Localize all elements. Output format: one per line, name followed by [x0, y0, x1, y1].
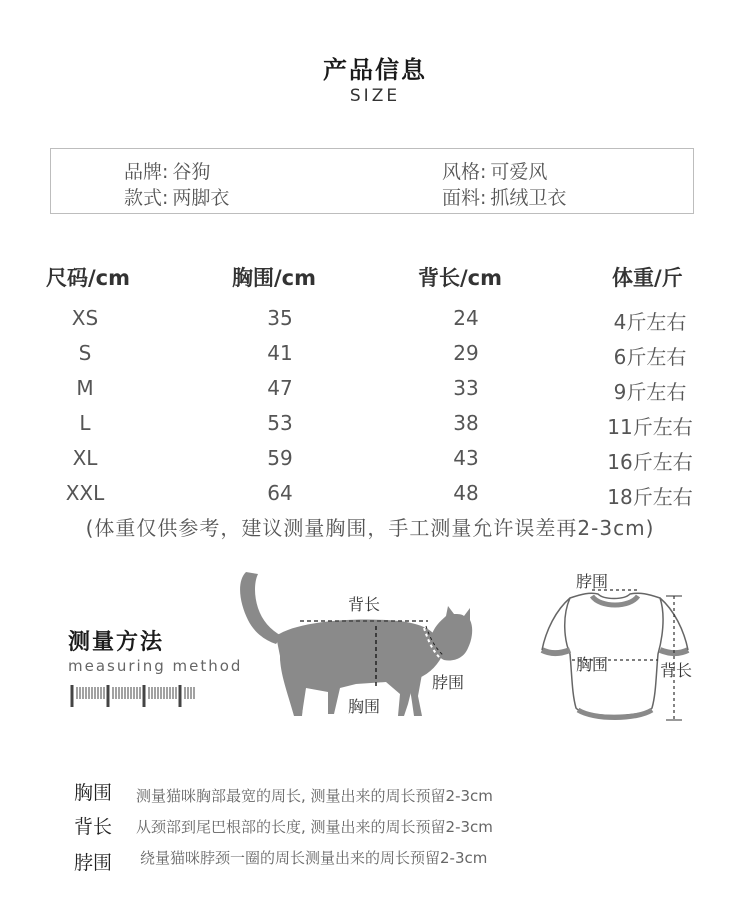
cell-chest: 35 — [267, 306, 293, 330]
shirt-neck-label: 脖围 — [576, 572, 609, 591]
ruler-icon — [68, 683, 200, 709]
cell-weight: 9斤左右 — [613, 380, 687, 404]
cell-size: L — [79, 411, 91, 435]
desc-text-chest: 测量猫咪胸部最宽的周长, 测量出来的周长预留2-3cm — [136, 787, 493, 805]
cat-neck-label: 脖围 — [432, 673, 465, 692]
shirt-chest-label: 胸围 — [576, 655, 609, 674]
cell-size: XXL — [65, 481, 105, 505]
type-label: 款式: — [124, 187, 169, 209]
type-value: 两脚衣 — [172, 187, 230, 209]
header-chest: 胸围/cm — [232, 266, 316, 290]
cell-back: 33 — [453, 376, 479, 400]
cell-size: XS — [71, 306, 99, 330]
cell-weight: 6斤左右 — [613, 345, 687, 369]
cell-back: 38 — [453, 411, 479, 435]
cell-chest: 53 — [267, 411, 293, 435]
desc-key-neck: 脖围 — [74, 852, 113, 874]
header-back: 背长/cm — [418, 266, 502, 290]
style-value: 可爱风 — [490, 161, 548, 183]
header-weight: 体重/斤 — [612, 266, 683, 290]
brand-value: 谷狗 — [172, 161, 211, 183]
cell-size: M — [76, 376, 94, 400]
desc-text-back: 从颈部到尾巴根部的长度, 测量出来的周长预留2-3cm — [136, 818, 493, 836]
measure-subtitle: measuring method — [68, 657, 243, 675]
brand-label: 品牌: — [124, 161, 169, 183]
cell-chest: 47 — [267, 376, 293, 400]
cell-back: 48 — [453, 481, 479, 505]
fabric-info — [442, 183, 566, 210]
style-label: 风格: — [442, 161, 487, 183]
desc-key-back: 背长 — [74, 816, 113, 838]
fabric-value: 抓绒卫衣 — [490, 187, 567, 209]
cell-back: 24 — [453, 306, 479, 330]
cell-weight: 4斤左右 — [613, 310, 687, 334]
cell-weight: 16斤左右 — [607, 450, 693, 474]
size-note: (体重仅供参考，建议测量胸围，手工测量允许误差再2-3cm) — [85, 516, 655, 540]
cell-back: 43 — [453, 446, 479, 470]
desc-text-neck: 绕量猫咪脖颈一圈的周长测量出来的周长预留2-3cm — [140, 849, 488, 867]
cell-size: S — [78, 341, 92, 365]
brand-info — [124, 157, 210, 184]
cat-back-label: 背长 — [348, 595, 381, 614]
desc-key-chest: 胸围 — [74, 782, 113, 804]
cat-chest-label: 胸围 — [348, 697, 381, 716]
page-subtitle: SIZE — [349, 86, 401, 106]
cell-weight: 18斤左右 — [607, 485, 693, 509]
type-info — [124, 183, 229, 210]
cell-back: 29 — [453, 341, 479, 365]
style-info — [442, 157, 547, 184]
fabric-label: 面料: — [442, 187, 487, 209]
measure-title: 测量方法 — [68, 630, 165, 655]
cell-chest: 59 — [267, 446, 293, 470]
cell-size: XL — [72, 446, 98, 470]
page-title: 产品信息 — [323, 56, 427, 84]
cell-chest: 64 — [267, 481, 293, 505]
cell-chest: 41 — [267, 341, 293, 365]
cell-weight: 11斤左右 — [607, 415, 693, 439]
shirt-back-label: 背长 — [660, 661, 693, 680]
header-size: 尺码/cm — [46, 266, 130, 290]
